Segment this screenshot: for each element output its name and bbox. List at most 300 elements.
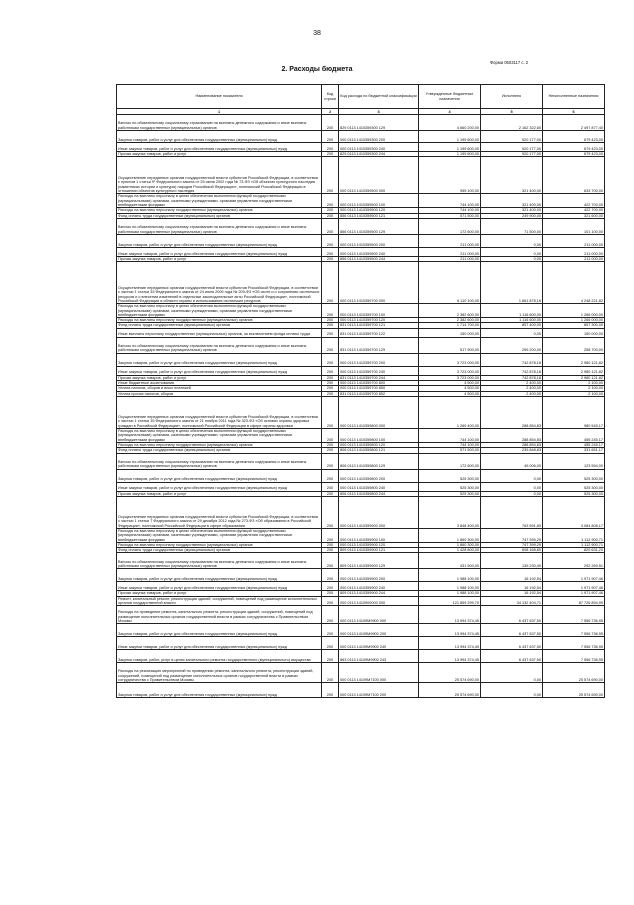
executed-amount-cell: 259 200,00 <box>481 337 543 353</box>
unexecuted-amount-cell: 1 266 000,00 <box>543 318 605 323</box>
header-code: Код строки <box>322 85 339 109</box>
unexecuted-amount-cell: 123 594,00 <box>543 453 605 469</box>
line-code-cell: 200 <box>322 262 339 304</box>
executed-amount-cell: 321 400,00 <box>481 208 543 213</box>
table-row <box>117 637 605 650</box>
approved-amount-cell: 525 300,00 <box>419 491 481 496</box>
approved-amount-cell: 13 994 374,45 <box>419 624 481 637</box>
table-row <box>117 386 605 391</box>
executed-amount-cell: 34 132 404,71 <box>481 596 543 606</box>
approved-amount-cell: 1 199 600,00 <box>419 131 481 143</box>
table-row <box>117 353 605 366</box>
approved-amount-cell: 3 848 400,00 <box>419 496 481 528</box>
approved-amount-cell: 525 300,00 <box>419 482 481 491</box>
unexecuted-amount-cell: 7 556 736,95 <box>543 606 605 624</box>
indicator-name-cell: Иные закупки товаров, работ и услуг для обеспечения государственных (муниципальных) нужд <box>117 366 322 375</box>
approved-amount-cell: 1 988 100,00 <box>419 582 481 591</box>
line-code-cell: 200 <box>322 218 339 234</box>
classification-code-cell: 829 0113 1410359300 244 <box>339 152 419 157</box>
table-row <box>117 448 605 453</box>
classification-code-cell: 000 0113 1410359900 240 <box>339 582 419 591</box>
line-code-cell: 200 <box>322 469 339 482</box>
approved-amount-cell: 744 100,00 <box>419 194 481 208</box>
indicator-name-cell: Осуществление переданных органам государственной власти субъектов Российской Федерации, в соответствии с частью 1 статьи 15 Федерального закона от 21 ноября 2011 года № 323-ФЗ «Об основах охраны здоровья граждан в Российской Федерации», полномочий Российской Федерации в сфере охраны здоровья <box>117 396 322 428</box>
indicator-name-cell: Иные закупки товаров, работ и услуг для обеспечения государственных (муниципальных) нужд <box>117 637 322 650</box>
line-code-cell: 200 <box>322 428 339 442</box>
approved-amount-cell: 172 600,00 <box>419 453 481 469</box>
table-row <box>117 548 605 553</box>
column-number: 4 <box>419 109 481 115</box>
classification-code-cell: 000 0113 1410359700 240 <box>339 366 419 375</box>
line-code-cell: 200 <box>322 131 339 143</box>
executed-amount-cell: 139 230,49 <box>481 553 543 569</box>
approved-amount-cell: 4 500,00 <box>419 391 481 396</box>
executed-amount-cell: 1 661 878,18 <box>481 262 543 304</box>
classification-code-cell: 000 0113 1410359500 100 <box>339 194 419 208</box>
table-row <box>117 234 605 247</box>
executed-amount-cell: 71 500,00 <box>481 218 543 234</box>
table-row <box>117 482 605 491</box>
classification-code-cell: 000 0113 1410359300 240 <box>339 143 419 152</box>
approved-amount-cell: 1 199 600,00 <box>419 143 481 152</box>
table-row <box>117 194 605 208</box>
approved-amount-cell: 211 000,00 <box>419 247 481 256</box>
table-row <box>117 328 605 337</box>
approved-amount-cell: 121 859 299,70 <box>419 596 481 606</box>
unexecuted-amount-cell: 7 556 736,95 <box>543 650 605 663</box>
section-title: 2. Расходы бюджета <box>281 66 353 73</box>
executed-amount-cell: 6 437 637,50 <box>481 606 543 624</box>
classification-code-cell: 000 0113 1410359900 000 <box>339 496 419 528</box>
approved-amount-cell: 13 994 374,45 <box>419 650 481 663</box>
indicator-name-cell: Закупка товаров, работ и услуг для обеспечения государственных (муниципальных) нужд <box>117 353 322 366</box>
indicator-name-cell: Расходы на проведение ремонта, капитального ремонта, реконструкции зданий, сооружений, помещений под размещение исполнительных органов государственной власти в рамках сотрудничества с Правительством Москвы <box>117 606 322 624</box>
executed-amount-cell: 6 437 637,50 <box>481 637 543 650</box>
indicator-name-cell: Прочая закупка товаров, работ и услуг <box>117 375 322 380</box>
indicator-name-cell: Расходы на выплаты персоналу в целях обеспечения выполнения функций государственными (муниципальными) органами, казенными учреждениями, органами управления государственными внебюджетными фондами <box>117 194 322 208</box>
classification-code-cell: 831 0113 1410359700 852 <box>339 391 419 396</box>
classification-code-cell: 000 0113 14109М9900 000 <box>339 606 419 624</box>
unexecuted-amount-cell: 258 700,00 <box>543 337 605 353</box>
indicator-name-cell: Расходы на выплаты персоналу в целях обеспечения выполнения функций государственными (муниципальными) органами, казенными учреждениями, органами управления государственными внебюджетными фондами <box>117 428 322 442</box>
classification-code-cell: 806 0113 1410359800 244 <box>339 491 419 496</box>
approved-amount-cell: 25 574 690,00 <box>419 663 481 683</box>
approved-amount-cell: 172 600,00 <box>419 218 481 234</box>
classification-code-cell: 000 0113 1410900000 000 <box>339 596 419 606</box>
indicator-name-cell: Закупка товаров, работ и услуг для обеспечения государственных (муниципальных) нужд <box>117 234 322 247</box>
indicator-name-cell: Иные бюджетные ассигнования <box>117 381 322 386</box>
executed-amount-cell: 2 162 322,60 <box>481 115 543 131</box>
approved-amount-cell: 955 100,00 <box>419 157 481 194</box>
approved-amount-cell: 3 723 000,00 <box>419 366 481 375</box>
classification-code-cell: 000 0113 1410359700 850 <box>339 386 419 391</box>
unexecuted-amount-cell: 820 631,20 <box>543 548 605 553</box>
unexecuted-amount-cell: 525 300,00 <box>543 491 605 496</box>
classification-code-cell: 856 0113 1410359500 129 <box>339 218 419 234</box>
classification-code-cell: 829 0113 1410359300 129 <box>339 115 419 131</box>
classification-code-cell: 000 0113 1410359700 200 <box>339 353 419 366</box>
table-row <box>117 323 605 328</box>
indicator-name-cell: Осуществление переданных органам государственной власти субъектов Российской Федерации, в соответствии с частью 1 статьи 7 Федерального закона от 29 декабря 2012 года № 273-ФЗ «Об образовании в Российской Федерации», полномочий Российской Федерации в сфере образования <box>117 496 322 528</box>
executed-amount-cell: 288 854,83 <box>481 428 543 442</box>
indicator-name-cell: Взносы по обязательному социальному страхованию на выплаты денежного содержания и иные выплаты работникам государственных (муниципальных) органов <box>117 218 322 234</box>
approved-amount-cell: 3 723 000,00 <box>419 353 481 366</box>
approved-amount-cell: 4 500,00 <box>419 386 481 391</box>
indicator-name-cell: Взносы по обязательному социальному страхованию на выплаты денежного содержания и иные выплаты работникам государственных (муниципальных) органов <box>117 115 322 131</box>
unexecuted-amount-cell: 1 112 900,71 <box>543 528 605 542</box>
table-row <box>117 606 605 624</box>
line-code-cell: 200 <box>322 650 339 663</box>
header-approved: Утвержденные бюджетные назначения <box>419 85 481 109</box>
table-row <box>117 596 605 606</box>
indicator-name-cell: Фонд оплаты труда государственных (муниципальных) органов <box>117 548 322 553</box>
line-code-cell: 200 <box>322 528 339 542</box>
table-row <box>117 442 605 447</box>
indicator-name-cell: Закупка товаров, работ и услуг для обеспечения государственных (муниципальных) нужд <box>117 624 322 637</box>
unexecuted-amount-cell: 211 000,00 <box>543 234 605 247</box>
unexecuted-amount-cell: 2 100,00 <box>543 391 605 396</box>
table-row <box>117 396 605 428</box>
executed-amount-cell: 0,00 <box>481 256 543 261</box>
executed-amount-cell: 16 192,54 <box>481 582 543 591</box>
unexecuted-amount-cell: 980 545,17 <box>543 396 605 428</box>
line-code-cell: 200 <box>322 353 339 366</box>
indicator-name-cell: Расходы на реализацию мероприятий по проведению ремонта, капитального ремонта, реконструкции зданий, сооружений, помещений под размещение исполнительных органов государственной власти в рамках сотрудничества с Правительством Москвы <box>117 663 322 683</box>
line-code-cell: 200 <box>322 366 339 375</box>
approved-amount-cell: 6 110 100,00 <box>419 262 481 304</box>
indicator-name-cell: Закупка товаров, работ и услуг для обеспечения государственных (муниципальных) нужд <box>117 569 322 582</box>
unexecuted-amount-cell: 25 574 690,00 <box>543 663 605 683</box>
table-row <box>117 366 605 375</box>
approved-amount-cell: 3 723 000,00 <box>419 375 481 380</box>
line-code-cell: 200 <box>322 491 339 496</box>
classification-code-cell: 809 0113 1410359900 244 <box>339 591 419 596</box>
classification-code-cell: 000 0113 1410359300 200 <box>339 131 419 143</box>
table-row <box>117 247 605 256</box>
indicator-name-cell: Иные выплаты персоналу государственных (муниципальных) органов, за исключением фонда оплаты труда <box>117 328 322 337</box>
line-code-cell: 200 <box>322 256 339 261</box>
unexecuted-amount-cell: 422 700,00 <box>543 194 605 208</box>
line-code-cell: 200 <box>322 496 339 528</box>
indicator-name-cell: Закупка товаров, работ и услуг для обеспечения государственных (муниципальных) нужд <box>117 131 322 143</box>
classification-code-cell: 000 0113 14109М7100 000 <box>339 663 419 683</box>
indicator-name-cell: Прочая закупка товаров, работ и услуг <box>117 152 322 157</box>
table-row <box>117 318 605 323</box>
executed-amount-cell: 1 116 600,00 <box>481 318 543 323</box>
approved-amount-cell: 25 574 690,00 <box>419 683 481 698</box>
classification-code-cell: 809 0113 1410359900 121 <box>339 548 419 553</box>
line-code-cell: 200 <box>322 542 339 547</box>
approved-amount-cell: 517 900,00 <box>419 337 481 353</box>
indicator-name-cell: Взносы по обязательному социальному страхованию на выплаты денежного содержания и иные выплаты работникам государственных (муниципальных) органов <box>117 337 322 353</box>
executed-amount-cell: 0,00 <box>481 234 543 247</box>
line-code-cell: 200 <box>322 624 339 637</box>
table-row <box>117 553 605 569</box>
approved-amount-cell: 13 994 374,45 <box>419 606 481 624</box>
unexecuted-amount-cell: 211 000,00 <box>543 247 605 256</box>
classification-code-cell: 856 0113 1410359500 121 <box>339 213 419 218</box>
executed-amount-cell: 0,00 <box>481 247 543 256</box>
unexecuted-amount-cell: 679 423,00 <box>543 152 605 157</box>
unexecuted-amount-cell: 1 971 907,46 <box>543 591 605 596</box>
table-row <box>117 624 605 637</box>
indicator-name-cell: Иные закупки товаров, работ и услуг для обеспечения государственных (муниципальных) нужд <box>117 582 322 591</box>
line-code-cell: 200 <box>322 152 339 157</box>
approved-amount-cell: 1 714 700,00 <box>419 323 481 328</box>
approved-amount-cell: 431 500,00 <box>419 553 481 569</box>
approved-amount-cell: 211 000,00 <box>419 234 481 247</box>
unexecuted-amount-cell: 4 248 221,82 <box>543 262 605 304</box>
executed-amount-cell: 288 854,83 <box>481 396 543 428</box>
classification-code-cell: 000 0113 1410359700 120 <box>339 318 419 323</box>
indicator-name-cell: Осуществление переданных органам государственной власти субъектов Российской Федерации, в соответствии с пунктом 1 статьи 9¹ Федерального закона от 25 июня 2002 года № 73-ФЗ «Об объектах культурного наследия (памятниках истории и культуры) народов Российской Федерации», полномочий Российской Федерации в отношении объектов культурного наследия <box>117 157 322 194</box>
approved-amount-cell: 1 988 100,00 <box>419 569 481 582</box>
executed-amount-cell: 0,00 <box>481 663 543 683</box>
line-code-cell: 200 <box>322 553 339 569</box>
classification-code-cell: 000 0113 14109М9900 240 <box>339 637 419 650</box>
page-number: 38 <box>313 30 321 37</box>
line-code-cell: 200 <box>322 448 339 453</box>
classification-code-cell: 000 0113 1410359700 800 <box>339 381 419 386</box>
executed-amount-cell: 763 591,83 <box>481 496 543 528</box>
indicator-name-cell: Расходы на выплаты персоналу в целях обеспечения выполнения функций государственными (муниципальными) органами, казенными учреждениями, органами управления государственными внебюджетными фондами <box>117 304 322 318</box>
table-row <box>117 496 605 528</box>
classification-code-cell: 831 0113 1410359700 129 <box>339 337 419 353</box>
line-code-cell: 200 <box>322 569 339 582</box>
classification-code-cell: 809 0113 1410359900 129 <box>339 553 419 569</box>
classification-code-cell: 831 0113 1410359700 244 <box>339 375 419 380</box>
executed-amount-cell: 0,00 <box>481 491 543 496</box>
classification-code-cell: 000 0113 1410359700 100 <box>339 304 419 318</box>
line-code-cell: 200 <box>322 337 339 353</box>
executed-amount-cell: 520 177,00 <box>481 131 543 143</box>
line-code-cell: 200 <box>322 386 339 391</box>
line-code-cell: 200 <box>322 637 339 650</box>
classification-code-cell: 000 0113 14109М9900 200 <box>339 624 419 637</box>
column-number: 6 <box>543 109 605 115</box>
classification-code-cell: 000 0113 1410359900 120 <box>339 542 419 547</box>
executed-amount-cell: 0,00 <box>481 482 543 491</box>
approved-amount-cell: 4 660 200,00 <box>419 115 481 131</box>
table-row <box>117 115 605 131</box>
unexecuted-amount-cell: 455 245,17 <box>543 442 605 447</box>
unexecuted-amount-cell: 3 084 808,17 <box>543 496 605 528</box>
header-unexecuted: Неисполненные назначения <box>543 85 605 109</box>
header-classification: Код расхода по бюджетной классификации <box>339 85 419 109</box>
line-code-cell: 200 <box>322 596 339 606</box>
line-code-cell: 200 <box>322 591 339 596</box>
classification-code-cell: 806 0113 1410359800 129 <box>339 453 419 469</box>
approved-amount-cell: 744 100,00 <box>419 442 481 447</box>
line-code-cell: 200 <box>322 323 339 328</box>
unexecuted-amount-cell: 1 112 900,71 <box>543 542 605 547</box>
unexecuted-amount-cell: 321 600,00 <box>543 213 605 218</box>
executed-amount-cell: 288 854,83 <box>481 442 543 447</box>
executed-amount-cell: 249 900,00 <box>481 213 543 218</box>
table-row <box>117 218 605 234</box>
classification-code-cell: 806 0113 1410359800 121 <box>339 448 419 453</box>
approved-amount-cell: 1 269 400,00 <box>419 396 481 428</box>
table-row <box>117 304 605 318</box>
header-name: Наименование показателя <box>117 85 322 109</box>
executed-amount-cell: 520 177,00 <box>481 143 543 152</box>
table-body <box>117 115 605 698</box>
executed-amount-cell: 1 116 600,00 <box>481 304 543 318</box>
executed-amount-cell: 747 399,29 <box>481 528 543 542</box>
approved-amount-cell: 13 994 374,45 <box>419 637 481 650</box>
classification-code-cell: 856 0113 1410359500 244 <box>339 256 419 261</box>
indicator-name-cell: Уплата прочих налогов, сборов <box>117 391 322 396</box>
unexecuted-amount-cell: 25 574 690,00 <box>543 683 605 698</box>
indicator-name-cell: Закупка товаров, работ, услуг в целях капитального ремонта государственного (муниципального) имущества <box>117 650 322 663</box>
table-row <box>117 453 605 469</box>
approved-amount-cell: 2 382 600,00 <box>419 304 481 318</box>
line-code-cell: 200 <box>322 683 339 698</box>
executed-amount-cell: 239 848,83 <box>481 448 543 453</box>
classification-code-cell: 000 0113 1410359500 240 <box>339 247 419 256</box>
line-code-cell: 200 <box>322 391 339 396</box>
table-row <box>117 542 605 547</box>
executed-amount-cell: 857 400,00 <box>481 323 543 328</box>
line-code-cell: 200 <box>322 234 339 247</box>
unexecuted-amount-cell: 331 651,17 <box>543 448 605 453</box>
table-row <box>117 213 605 218</box>
executed-amount-cell: 742 878,18 <box>481 366 543 375</box>
unexecuted-amount-cell: 679 423,00 <box>543 131 605 143</box>
line-code-cell: 200 <box>322 482 339 491</box>
form-label: Форма 0503117 с. 2 <box>490 60 529 65</box>
unexecuted-amount-cell: 2 980 121,82 <box>543 375 605 380</box>
classification-code-cell: 000 0113 1410359800 000 <box>339 396 419 428</box>
indicator-name-cell: Иные закупки товаров, работ и услуг для обеспечения государственных (муниципальных) нужд <box>117 143 322 152</box>
unexecuted-amount-cell: 525 300,00 <box>543 469 605 482</box>
indicator-name-cell: Ремонт, капитальный ремонт, реконструкция зданий, сооружений, помещений под размещение исполнительных органов государственной власти <box>117 596 322 606</box>
indicator-name-cell: Закупка товаров, работ и услуг для обеспечения государственных (муниципальных) нужд <box>117 469 322 482</box>
table-row <box>117 582 605 591</box>
approved-amount-cell: 1 428 800,00 <box>419 548 481 553</box>
executed-amount-cell: 6 437 637,50 <box>481 650 543 663</box>
unexecuted-amount-cell: 679 423,00 <box>543 143 605 152</box>
unexecuted-amount-cell: 2 100,00 <box>543 381 605 386</box>
line-code-cell: 200 <box>322 304 339 318</box>
unexecuted-amount-cell: 2 980 121,82 <box>543 366 605 375</box>
classification-code-cell: 000 0113 1410359500 000 <box>339 157 419 194</box>
unexecuted-amount-cell: 455 245,17 <box>543 428 605 442</box>
table-row <box>117 337 605 353</box>
classification-code-cell: 000 0113 1410359700 000 <box>339 262 419 304</box>
executed-amount-cell: 2 400,00 <box>481 391 543 396</box>
line-code-cell: 200 <box>322 213 339 218</box>
indicator-name-cell: Взносы по обязательному социальному страхованию на выплаты денежного содержания и иные выплаты работникам государственных (муниципальных) органов <box>117 453 322 469</box>
approved-amount-cell: 571 500,00 <box>419 213 481 218</box>
approved-amount-cell: 525 300,00 <box>419 469 481 482</box>
unexecuted-amount-cell: 150 000,00 <box>543 328 605 337</box>
table-row <box>117 208 605 213</box>
indicator-name-cell: Расходы на выплаты персоналу государственных (муниципальных) органов <box>117 542 322 547</box>
indicator-name-cell: Расходы на выплаты персоналу в целях обеспечения выполнения функций государственными (муниципальными) органами, казенными учреждениями, органами управления государственными внебюджетными фондами <box>117 528 322 542</box>
approved-amount-cell: 2 382 600,00 <box>419 318 481 323</box>
executed-amount-cell: 2 400,00 <box>481 381 543 386</box>
unexecuted-amount-cell: 2 497 877,40 <box>543 115 605 131</box>
line-code-cell: 200 <box>322 247 339 256</box>
line-code-cell: 200 <box>322 194 339 208</box>
executed-amount-cell: 321 400,00 <box>481 157 543 194</box>
table-row <box>117 131 605 143</box>
line-code-cell: 200 <box>322 396 339 428</box>
indicator-name-cell: Взносы по обязательному социальному страхованию на выплаты денежного содержания и иные выплаты работникам государственных (муниципальных) органов <box>117 553 322 569</box>
approved-amount-cell: 1 860 300,00 <box>419 528 481 542</box>
approved-amount-cell: 211 000,00 <box>419 256 481 261</box>
line-code-cell: 200 <box>322 606 339 624</box>
header-executed: Исполнено <box>481 85 543 109</box>
table-row <box>117 262 605 304</box>
executed-amount-cell: 0,00 <box>481 469 543 482</box>
executed-amount-cell: 608 168,80 <box>481 548 543 553</box>
unexecuted-amount-cell: 211 000,00 <box>543 256 605 261</box>
executed-amount-cell: 0,00 <box>481 683 543 698</box>
line-code-cell: 200 <box>322 318 339 323</box>
line-code-cell: 200 <box>322 328 339 337</box>
unexecuted-amount-cell: 1 266 000,00 <box>543 304 605 318</box>
indicator-name-cell: Расходы на выплаты персоналу государственных (муниципальных) органов <box>117 208 322 213</box>
approved-amount-cell: 1 860 300,00 <box>419 542 481 547</box>
line-code-cell: 200 <box>322 442 339 447</box>
approved-amount-cell: 4 500,00 <box>419 381 481 386</box>
approved-amount-cell: 744 100,00 <box>419 428 481 442</box>
indicator-name-cell: Прочая закупка товаров, работ и услуг <box>117 591 322 596</box>
classification-code-cell: 831 0113 1410359700 121 <box>339 323 419 328</box>
column-number: 2 <box>322 109 339 115</box>
indicator-name-cell: Расходы на выплаты персоналу государственных (муниципальных) органов <box>117 442 322 447</box>
table-row <box>117 683 605 698</box>
line-code-cell: 200 <box>322 157 339 194</box>
unexecuted-amount-cell: 7 556 736,95 <box>543 637 605 650</box>
approved-amount-cell: 571 500,00 <box>419 448 481 453</box>
column-number: 3 <box>339 109 419 115</box>
unexecuted-amount-cell: 101 100,00 <box>543 218 605 234</box>
table-row <box>117 528 605 542</box>
executed-amount-cell: 2 400,00 <box>481 386 543 391</box>
unexecuted-amount-cell: 1 971 907,46 <box>543 569 605 582</box>
classification-code-cell: 000 0113 1410359800 200 <box>339 469 419 482</box>
line-code-cell: 200 <box>322 582 339 591</box>
indicator-name-cell: Фонд оплаты труда государственных (муниципальных) органов <box>117 323 322 328</box>
executed-amount-cell: 0,00 <box>481 328 543 337</box>
column-number: 1 <box>117 109 322 115</box>
indicator-name-cell: Закупка товаров, работ и услуг для обеспечения государственных (муниципальных) нужд <box>117 683 322 698</box>
approved-amount-cell: 1 199 600,00 <box>419 152 481 157</box>
executed-amount-cell: 16 192,54 <box>481 591 543 596</box>
executed-amount-cell: 742 878,18 <box>481 353 543 366</box>
table-row <box>117 650 605 663</box>
executed-amount-cell: 49 006,00 <box>481 453 543 469</box>
indicator-name-cell: Уплата налогов, сборов и иных платежей <box>117 386 322 391</box>
unexecuted-amount-cell: 633 700,00 <box>543 157 605 194</box>
classification-code-cell: 000 0113 1410359800 120 <box>339 442 419 447</box>
classification-code-cell: 000 0113 1410359500 120 <box>339 208 419 213</box>
executed-amount-cell: 747 399,29 <box>481 542 543 547</box>
line-code-cell: 200 <box>322 143 339 152</box>
executed-amount-cell: 742 878,18 <box>481 375 543 380</box>
executed-amount-cell: 520 177,00 <box>481 152 543 157</box>
line-code-cell: 200 <box>322 208 339 213</box>
indicator-name-cell: Прочая закупка товаров, работ и услуг <box>117 491 322 496</box>
classification-code-cell: 000 0113 1410359800 100 <box>339 428 419 442</box>
unexecuted-amount-cell: 87 726 894,99 <box>543 596 605 606</box>
table-row <box>117 157 605 194</box>
classification-code-cell: 000 0113 1410359800 240 <box>339 482 419 491</box>
column-number: 5 <box>481 109 543 115</box>
